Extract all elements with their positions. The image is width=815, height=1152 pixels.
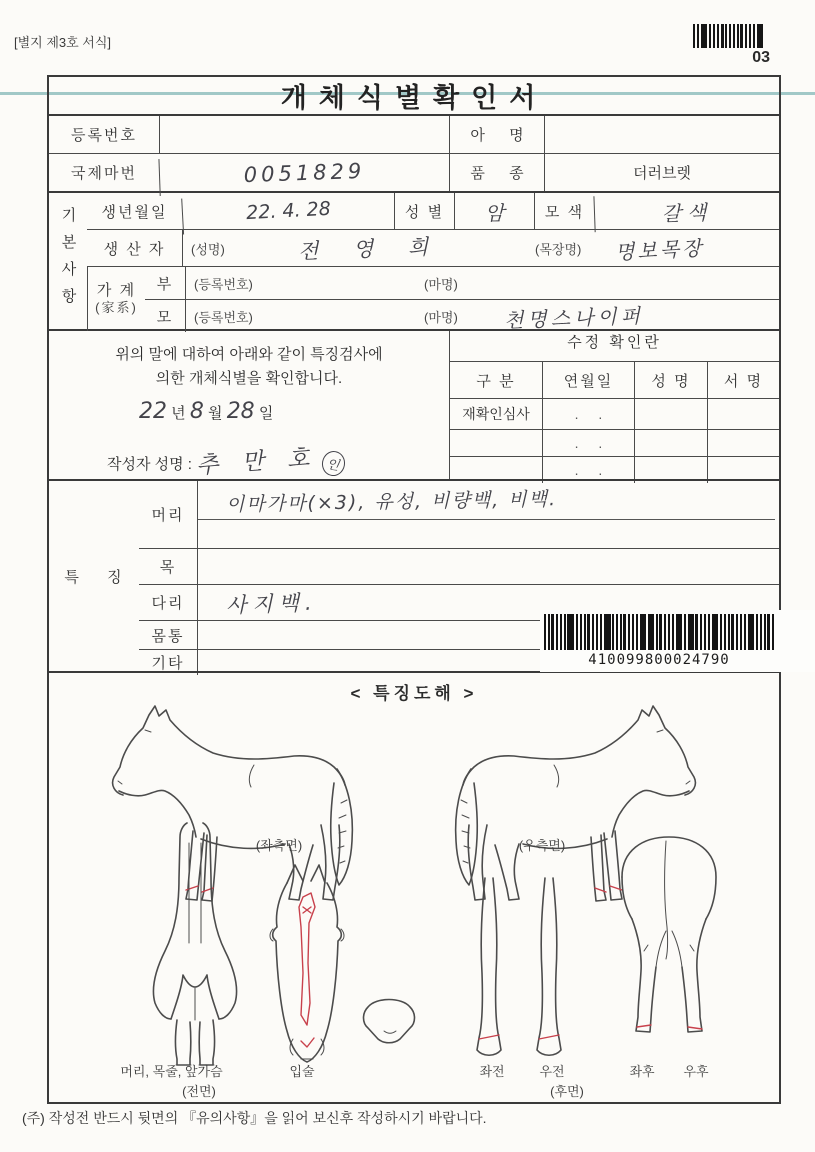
col-header-date: 연월일	[542, 362, 634, 398]
bottom-barcode-number: 410099800024790	[588, 652, 730, 668]
producer-name-paren-label: (성명)	[191, 241, 225, 257]
form-code-label: [별지 제3호 서식]	[14, 35, 112, 50]
form-title: 개체식별확인서	[280, 83, 548, 113]
right-front-label: 우전	[539, 1064, 565, 1079]
rear-view-label: (후면)	[550, 1084, 584, 1099]
family-label	[87, 267, 145, 331]
feature-diagram-section	[49, 671, 779, 1113]
right-side-view-label: (우측면)	[518, 838, 566, 853]
revision-category: 재확인심사	[462, 406, 530, 422]
horse-diagram-svg	[49, 673, 779, 1113]
dam-row	[145, 299, 779, 332]
feature-row-head	[139, 481, 779, 548]
confirmation-statement	[49, 343, 449, 391]
farm-paren-label: (목장명)	[535, 241, 582, 257]
breed-label: 품 종	[449, 154, 544, 191]
family-label-ko: 가 계	[96, 281, 137, 299]
signature-stamp: 인	[320, 449, 347, 478]
bottom-barcode-block	[540, 610, 815, 672]
revision-row	[450, 429, 779, 456]
revision-name	[634, 430, 707, 456]
horse-muzzle-view	[364, 1000, 415, 1043]
form-container	[47, 75, 781, 1104]
confirmation-statement-box	[49, 331, 449, 479]
writer-signature: 추 만 호	[195, 444, 319, 480]
date-month-value: 8	[189, 399, 204, 424]
reg-no-value	[159, 116, 449, 153]
feature-label-neck: 목	[159, 559, 177, 576]
basic-section-label: 기본사항	[59, 207, 77, 315]
feature-label-head: 머리	[151, 507, 185, 524]
horse-head-front-view	[270, 865, 344, 1062]
producer-name-value: 전 영 희	[297, 234, 443, 264]
table-row	[49, 153, 779, 191]
birth-value: 22. 4. 28	[181, 187, 395, 234]
right-front-leg-view	[537, 878, 561, 1055]
feature-label-etc: 기타	[151, 655, 185, 672]
sire-row	[145, 267, 779, 299]
front-view-sublabel: (전면)	[182, 1084, 216, 1099]
bottom-barcode-icon	[544, 614, 774, 650]
confirmation-section	[49, 329, 779, 479]
dam-label: 모	[156, 308, 174, 326]
page-number: 03	[752, 49, 770, 66]
feature-value-legs: 사지백.	[225, 589, 318, 618]
dam-name-value: 천명스나이퍼	[503, 303, 645, 333]
diagram-title: < 특징도해 >	[350, 684, 478, 703]
feature-label-body: 몸통	[151, 627, 185, 645]
horse-right-side-view	[456, 706, 696, 901]
writer-line	[107, 443, 344, 480]
feature-row-neck	[139, 548, 779, 584]
intl-no-value: 0051829	[158, 149, 449, 196]
revision-category	[450, 430, 542, 456]
col-header-sign: 서 명	[707, 362, 779, 398]
date-year-value: 22	[139, 399, 167, 424]
revision-date: . .	[542, 457, 634, 483]
day-label: 일	[258, 405, 274, 422]
ruled-line	[198, 519, 775, 520]
pet-name-value	[544, 116, 779, 153]
horse-rear-view	[622, 837, 716, 1032]
left-hind-label: 좌후	[629, 1064, 655, 1079]
family-label-hanja: (家系)	[95, 300, 138, 316]
birth-row	[87, 193, 779, 229]
revision-row	[450, 398, 779, 429]
sex-value: 암	[454, 193, 534, 229]
producer-row	[87, 229, 779, 266]
breed-value: 더러브렛	[544, 154, 779, 191]
left-front-leg-view	[477, 878, 501, 1055]
left-side-view-label: (좌측면)	[255, 838, 303, 853]
year-label: 년	[171, 405, 186, 422]
confirmation-date	[139, 399, 273, 424]
writer-label: 작성자 성명 :	[107, 456, 192, 473]
sire-label: 부	[156, 275, 174, 293]
sire-regno-paren-label: (등록번호)	[194, 276, 253, 292]
features-section-label: 특 징	[64, 568, 124, 586]
feature-label-legs: 다리	[151, 595, 185, 612]
date-day-value: 28	[226, 399, 255, 424]
lips-label: 입술	[289, 1064, 315, 1079]
col-header-name: 성 명	[634, 362, 707, 398]
coat-value: 갈색	[593, 190, 779, 232]
revision-date: . .	[542, 399, 634, 429]
month-label: 월	[208, 405, 223, 422]
left-front-label: 좌전	[479, 1064, 505, 1079]
horse-front-chest-view	[153, 823, 236, 1065]
front-view-label: 머리, 목줄, 앞가슴	[120, 1064, 223, 1079]
registration-table	[49, 114, 779, 191]
right-hind-label: 우후	[683, 1064, 709, 1079]
statement-line2: 의한 개체식별을 확인합니다.	[155, 370, 343, 387]
statement-line1: 위의 말에 대하여 아래와 같이 특징검사에	[115, 346, 383, 363]
birth-label: 생년월일	[101, 203, 168, 221]
revision-table	[449, 331, 779, 479]
revision-name	[634, 399, 707, 429]
table-row	[49, 116, 779, 153]
intl-no-label: 국제마번	[71, 165, 137, 182]
sex-label: 성 별	[394, 193, 454, 229]
basic-info-section	[49, 191, 779, 333]
page-barcode-icon	[693, 24, 765, 48]
dam-regno-paren-label: (등록번호)	[194, 309, 253, 325]
pet-name-label: 아 명	[449, 116, 544, 153]
revision-date: . .	[542, 430, 634, 456]
revision-sign	[707, 430, 779, 456]
revision-table-title: 수정 확인란	[567, 334, 662, 351]
farm-value: 명보목장	[614, 235, 705, 264]
feature-value-neck	[197, 549, 779, 584]
revision-header-row	[450, 361, 779, 398]
sire-horsename-paren-label: (마명)	[424, 276, 458, 292]
footer-note: (주) 작성전 반드시 뒷면의 『유의사항』을 읽어 보신후 작성하시기 바랍니다.	[22, 1110, 487, 1126]
col-header-category: 구 분	[476, 372, 516, 390]
feature-value-head: 이마가마(×3), 유성, 비량백, 비백.	[225, 488, 558, 516]
producer-label: 생 산 자	[103, 240, 166, 258]
reg-no-label: 등록번호	[71, 127, 137, 144]
revision-sign	[707, 399, 779, 429]
coat-label: 모 색	[534, 193, 594, 229]
dam-horsename-paren-label: (마명)	[424, 309, 458, 325]
